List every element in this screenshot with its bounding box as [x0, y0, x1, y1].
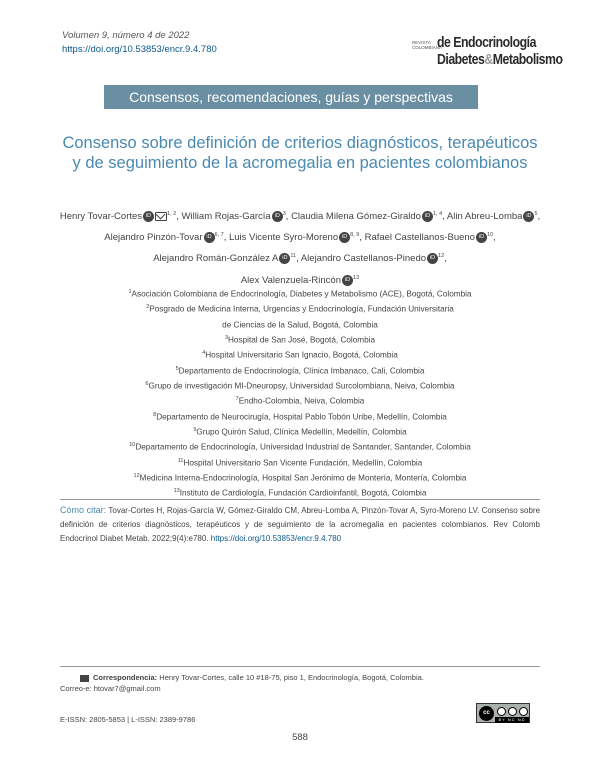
affiliation-item [60, 470, 540, 485]
orcid-icon[interactable]: iD [279, 253, 290, 264]
author-list: Henry Tovar-Cortes iD $^{1, 2}$, William Rojas-García iD $^3$, Claudia Milena Gómez-Giraldo iD $^{1, 4}$, Alin Abreu-Lomba iD $^5$, Alejandro Pinzón-Tovar iD $^{6, 7}$, Luis Vicente Syro-Moreno iD $^{8, 9}$, Rafael Castellanos-Bueno iD $^{10}$, Alejandro Román-González A iD $^{11}$, Alejandro Castellanos-Pinedo iD $^{12}$, Alex Valenzuela-Rincón iD $^{13}$ [59, 211, 541, 286]
affiliation-number: 3 [224, 334, 229, 341]
affiliations-list [60, 286, 540, 501]
affiliation-item [60, 332, 540, 347]
orcid-icon[interactable]: iD [204, 232, 215, 243]
affiliation-number: 11 [177, 457, 184, 464]
author-affiliation-ref: 13 [353, 274, 360, 281]
header-left [62, 30, 217, 55]
author-name: Rafael Castellanos-Bueno [364, 232, 475, 244]
orcid-icon[interactable]: iD [523, 211, 534, 222]
logo-metabolismo: Metabolismo [492, 51, 563, 68]
affiliation-item [60, 347, 540, 362]
orcid-icon[interactable]: iD [143, 211, 154, 222]
orcid-icon[interactable]: iD [339, 232, 350, 243]
affiliation-text: Hospital de San José, Bogotá, Colombia [228, 335, 376, 345]
affiliation-number: 1 [128, 289, 132, 295]
affiliation-number: 9 [193, 426, 197, 433]
orcid-icon[interactable]: iD [427, 253, 438, 264]
affiliation-text: Posgrado de Medicina Interna, Urgencias y Endocrinología, Fundación Universitaria [149, 305, 454, 315]
affiliation-number: 5 [175, 365, 179, 372]
journal-logo [412, 30, 563, 76]
author [301, 253, 444, 264]
author-affiliation-ref: 12 [438, 253, 445, 260]
author-name: Alin Abreu-Lomba [446, 211, 523, 223]
cc-icon: cc [479, 706, 494, 721]
orcid-icon[interactable]: iD [476, 232, 487, 243]
affiliation-text: Asociación Colombiana de Endocrinología, Diabetes y Metabolismo (ACE), Bogotá, Colombia [131, 289, 472, 299]
affiliation-text: Hospital Universitario San Ignacio, Bogotá, Colombia [205, 351, 398, 361]
envelope-icon [80, 675, 89, 682]
affiliation-number: 7 [235, 396, 239, 403]
citation-doi-link[interactable]: https://doi.org/10.53853/encr.9.4.780 [210, 534, 342, 543]
email-icon[interactable] [155, 212, 167, 221]
affiliation-text: Instituto de Cardiología, Fundación Cardioinfantil, Bogotá, Colombia [179, 489, 427, 498]
affiliation-text: Medicina Interna-Endocrinología, Hospital San Jerónimo de Montería, Montería, Colombia [139, 473, 467, 483]
nc-icon [508, 707, 517, 716]
affiliation-item [60, 317, 540, 332]
page-number: 588 [292, 732, 308, 743]
affiliation-item [60, 363, 540, 378]
affiliation-item [60, 301, 540, 316]
issn-info: E-ISSN: 2805-5853 | L-ISSN: 2389-9786 [60, 715, 196, 724]
author [241, 275, 359, 286]
by-icon [497, 707, 506, 716]
orcid-icon[interactable]: iD [342, 275, 353, 286]
article-title: Consenso sobre definición de criterios diagnósticos, terapéuticos y de seguimiento de la acromegalia en pacientes colombianos [62, 134, 538, 172]
affiliation-text: Departamento de Endocrinología, Clínica Imbanaco, Cali, Colombia [178, 366, 425, 376]
author-name: William Rojas-García [181, 211, 271, 223]
author [229, 232, 359, 243]
author-affiliation-ref: 11 [290, 253, 297, 260]
affiliation-number: 4 [202, 350, 206, 357]
affiliation-item [60, 378, 540, 393]
correspondence-text: Henry Tovar-Cortes, calle 10 #18-75, piso 1, Endocrinología, Bogotá, Colombia. [159, 673, 424, 682]
affiliation-text: Grupo Quirón Salud, Clínica Medellín, Medellín, Colombia [196, 427, 407, 437]
author-affiliation-ref: 5 [534, 211, 538, 217]
affiliation-number: 13 [173, 488, 180, 495]
correspondence-email[interactable]: Correo-e: htovar7@gmail.com [60, 684, 161, 693]
author [182, 211, 286, 222]
citation-text: Tovar-Cortes H, Rojas-García W, Gómez-Giraldo CM, Abreu-Lomba A, Pinzón-Tovar A, Syro-Moreno LV. Consenso sobre definición de criterios diagnósticos, terapéuticos y de seguimiento de la acromegalia en pacientes colombianos. Rev Colomb Endocrinol Diabet Metab. 2022;9(4):e780. [60, 506, 541, 543]
logo-diabetes: Diabetes [437, 51, 485, 68]
correspondence-block [60, 672, 540, 694]
orcid-icon[interactable]: iD [422, 211, 433, 222]
affiliation-text: Grupo de investigación MI-Dneuropsy, Universidad Surcolombiana, Neiva, Colombia [148, 381, 455, 391]
author [365, 232, 494, 243]
author-name: Henry Tovar-Cortes [59, 211, 143, 223]
affiliation-text: Hospital Universitario San Vicente Fundación, Medellín, Colombia [183, 458, 423, 468]
affiliation-item [60, 424, 540, 439]
author-name: Alejandro Román-González A [153, 253, 279, 265]
affiliation-number: 6 [145, 380, 149, 387]
citation-label: Cómo citar: [60, 505, 107, 515]
doi-link[interactable]: https://doi.org/10.53853/encr.9.4.780 [62, 44, 217, 55]
author-affiliation-ref: 8, 9 [350, 232, 360, 239]
affiliation-text: de Ciencias de la Salud, Bogotá, Colombia [222, 320, 378, 330]
author [291, 211, 442, 222]
license-terms: BY NC ND [495, 717, 529, 723]
cc-license-badge[interactable] [476, 703, 530, 723]
author [60, 211, 176, 222]
author [447, 211, 538, 222]
author [104, 232, 223, 243]
author-name: Alejandro Castellanos-Pinedo [300, 253, 427, 265]
author-affiliation-ref: 3 [282, 211, 286, 217]
affiliation-number: 2 [146, 304, 150, 311]
citation-block [60, 503, 540, 546]
logo-line1: de Endocrinología [437, 34, 536, 51]
affiliation-item [60, 455, 540, 470]
author-name: Alejandro Pinzón-Tovar [104, 232, 203, 244]
author-name: Alex Valenzuela-Rincón [240, 274, 342, 286]
affiliation-number: 10 [129, 442, 136, 449]
affiliation-item [60, 439, 540, 454]
author-affiliation-ref: 1, 2 [167, 211, 177, 217]
volume-info: Volumen 9, número 4 de 2022 [62, 30, 190, 41]
logo-small-text: REVISTA COLOMBIANA [412, 40, 443, 50]
affiliation-text: Departamento de Endocrinología, Universidad Industrial de Santander, Santander, Colombia [135, 443, 471, 453]
nd-icon [519, 707, 528, 716]
author-affiliation-ref: 6, 7 [214, 232, 224, 239]
author-affiliation-ref: 1, 4 [432, 211, 443, 217]
affiliation-number: 8 [153, 411, 157, 418]
affiliation-text: Departamento de Neurocirugía, Hospital Pablo Tobón Uribe, Medellín, Colombia [156, 412, 447, 422]
affiliation-item [60, 393, 540, 408]
section-banner: Consensos, recomendaciones, guías y perspectivas [104, 85, 478, 109]
author-affiliation-ref: 10 [486, 232, 494, 239]
affiliation-item [60, 286, 540, 301]
correspondence-label: Correspondencia: [93, 673, 158, 682]
author-name: Claudia Milena Gómez-Giraldo [291, 211, 421, 223]
author [153, 253, 296, 264]
divider [60, 666, 540, 667]
divider [60, 499, 540, 500]
logo-ampersand: & [484, 51, 493, 68]
affiliation-item [60, 409, 540, 424]
logo-line2 [437, 51, 562, 68]
author-name: Luis Vicente Syro-Moreno [228, 232, 339, 244]
affiliation-number: 12 [133, 472, 140, 479]
orcid-icon[interactable]: iD [272, 211, 283, 222]
affiliation-text: Endho-Colombia, Neiva, Colombia [238, 397, 365, 407]
